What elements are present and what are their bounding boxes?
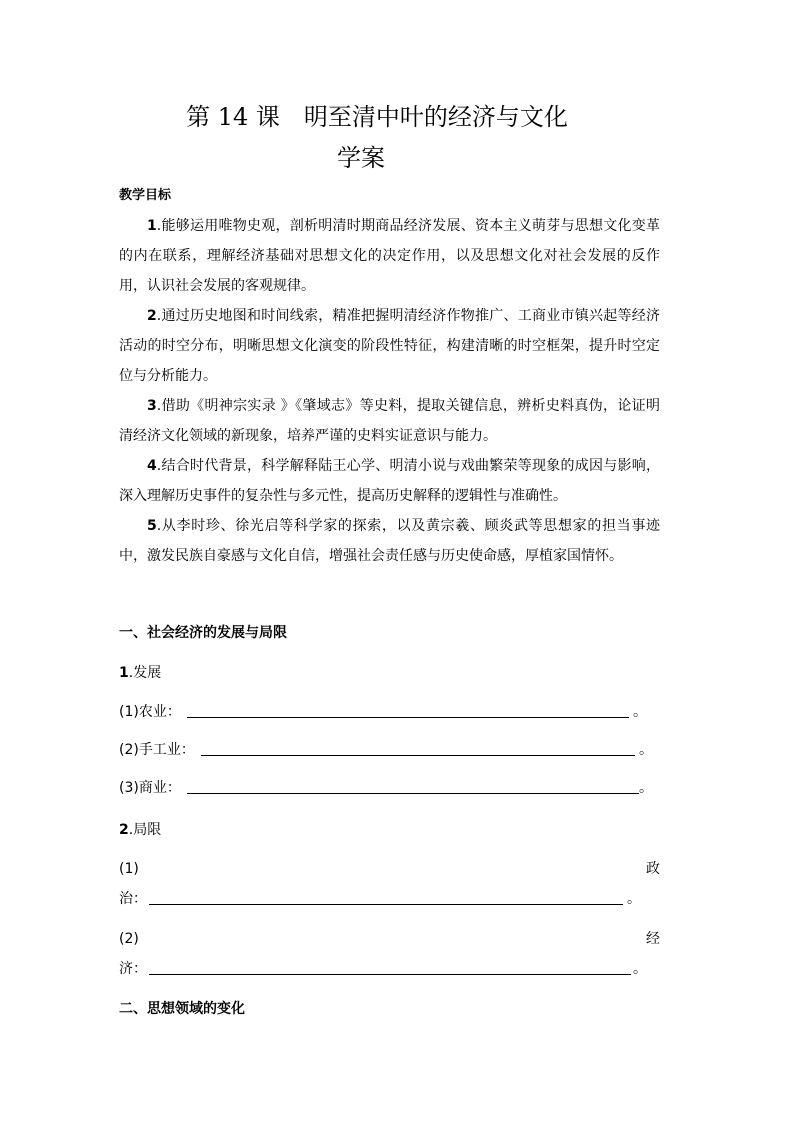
answer-blank[interactable] bbox=[149, 904, 623, 905]
section1-heading: 一、社会经济的发展与局限 bbox=[119, 625, 287, 641]
section1-sub2: 2.局限 bbox=[119, 822, 162, 838]
goal-number: 2 bbox=[147, 308, 157, 324]
goal-item bbox=[119, 391, 660, 451]
answer-blank[interactable] bbox=[149, 974, 631, 975]
goals-heading: 教学目标 bbox=[119, 188, 172, 203]
answer-label: (1)农业： bbox=[119, 704, 181, 720]
goal-text: .能够运用唯物史观，剖析明清时期商品经济发展、资本主义萌芽与思想文化变革的内在联系，理解经济基础对思想文化的决定作用，以及思想文化对社会发展的反作用，认识社会发展的客观规律。 bbox=[119, 218, 660, 294]
answer-line-economy-head: (2) 经 bbox=[119, 931, 660, 947]
answer-blank[interactable] bbox=[201, 755, 635, 756]
goal-number: 4 bbox=[147, 458, 157, 474]
goal-item bbox=[119, 451, 660, 511]
lesson-title: 第 14 课 明至清中叶的经济与文化 bbox=[186, 103, 568, 131]
section2-heading: 二、思想领域的变化 bbox=[119, 1001, 245, 1017]
answer-blank[interactable] bbox=[187, 717, 629, 718]
section1-sub1: 1.发展 bbox=[119, 665, 162, 681]
goal-item bbox=[119, 511, 660, 571]
lesson-subtitle: 学案 bbox=[337, 144, 385, 172]
answer-line-economy: 济： 。 bbox=[119, 961, 647, 977]
answer-line-agriculture: (1)农业： 。 bbox=[119, 701, 660, 723]
answer-label: (2)手工业： bbox=[119, 742, 195, 758]
goal-item bbox=[119, 211, 660, 301]
goal-number: 3 bbox=[147, 398, 157, 414]
answer-label: (3)商业： bbox=[119, 780, 181, 796]
goal-text: .结合时代背景，科学解释陆王心学、明清小说与戏曲繁荣等现象的成因与影响，深入理解历史事件的复杂性与多元性，提高历史解释的逻辑性与准确性。 bbox=[119, 458, 660, 504]
goals-list bbox=[119, 211, 660, 571]
answer-blank[interactable] bbox=[187, 793, 639, 794]
answer-line-politics: 治： 。 bbox=[119, 891, 641, 907]
answer-line-commerce: (3)商业： 。 bbox=[119, 777, 660, 799]
answer-line-politics-head: (1) 政 bbox=[119, 861, 660, 877]
answer-line-handicraft: (2)手工业： 。 bbox=[119, 739, 660, 761]
goal-item bbox=[119, 301, 660, 391]
goal-text: .通过历史地图和时间线索，精准把握明清经济作物推广、工商业市镇兴起等经济活动的时空分布，明晰思想文化演变的阶段性特征，构建清晰的时空框架，提升时空定位与分析能力。 bbox=[119, 308, 660, 384]
goal-text: .从李时珍、徐光启等科学家的探索，以及黄宗羲、顾炎武等思想家的担当事迹中，激发民族自豪感与文化自信，增强社会责任感与历史使命感，厚植家国情怀。 bbox=[119, 518, 660, 564]
goal-text: .借助《明神宗实录 》《肇域志》等史料，提取关键信息，辨析史料真伪，论证明清经济文化领域的新现象，培养严谨的史料实证意识与能力。 bbox=[119, 398, 660, 444]
goal-number: 1 bbox=[147, 218, 157, 234]
goal-number: 5 bbox=[147, 518, 157, 534]
